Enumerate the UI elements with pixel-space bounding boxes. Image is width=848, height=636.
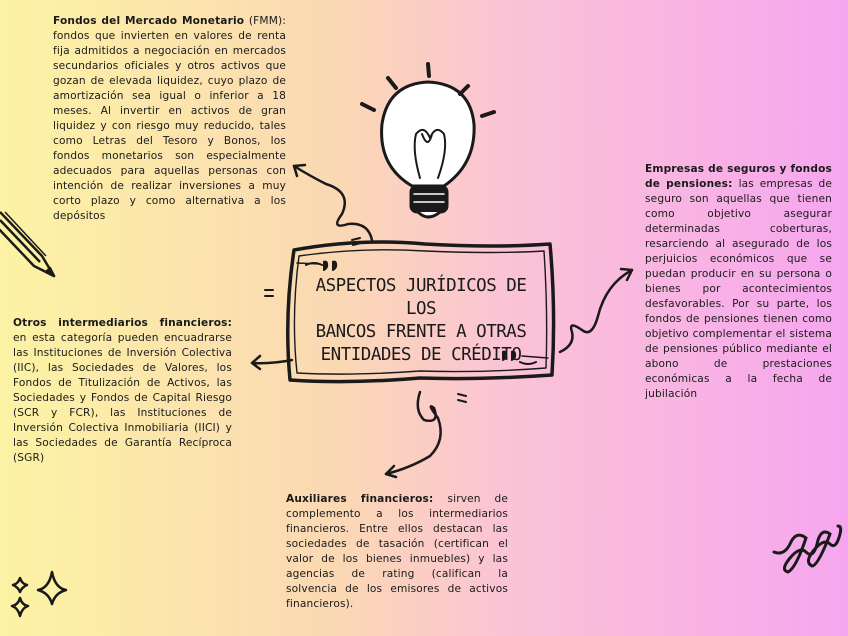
aux-title: Auxiliares financieros:: [286, 493, 448, 505]
empresas-title: Empresas de seguros y fondos de pensiones:: [645, 163, 832, 190]
center-title-line-2: BANCOS FRENTE A OTRAS: [315, 322, 527, 342]
center-title: [300, 275, 542, 367]
empresas-seguros-node: [645, 162, 832, 402]
lightbulb-icon: [362, 64, 494, 217]
sparkle-icon: [12, 572, 66, 616]
empresas-body: las empresas de seguro son aquellas que tienen como objetivo asegurar determinadas coberturas, resarciendo al asegurado de los perjuicios económicos que se puedan producir en su persona o bienes por acontecimientos desfavorables. Por su parte, los fondos de pensiones tienen como objetivo complementar el sistema de pensiones público mediante el abono de prestaciones económicas a la fecha de jubilación: [645, 178, 832, 400]
squiggle-icon: [774, 526, 841, 572]
auxiliares-financieros-node: [286, 492, 508, 612]
otros-title: Otros intermediarios financieros:: [13, 317, 232, 329]
fondos-mercado-monetario-node: [53, 14, 286, 224]
center-title-line-1: ASPECTOS JURÍDICOS DE LOS: [315, 276, 527, 319]
aux-body: sirven de complemento a los intermediarios financieros. Entre ellos destacan las sociedades de tasación (certifican el valor de los bienes inmuebles) y las agencias de rating (califican la solvencia de los emisores de activos financieros).: [286, 493, 508, 610]
center-title-line-3: ENTIDADES DE CRÉDITO: [320, 345, 522, 365]
fmm-body: (FMM): fondos que invierten en valores de renta fija admitidos a negociación en mercados secundarios oficiales y otros activos que gozan de elevada liquidez, cuyo plazo de amortización sea igual o inferior a 18 meses. Al invertir en activos de gran liquidez y con riesgo muy reducido, tales como Letras del Tesoro y Bonos, los fondos monetarios son especialmente adecuados para aquellas personas con intención de realizar inversiones a muy corto plazo y como alternativa a los depósitos: [53, 15, 286, 222]
pencil-icon: [0, 212, 54, 276]
otros-intermediarios-node: [13, 316, 232, 466]
otros-body: en esta categoría pueden encuadrarse las Instituciones de Inversión Colectiva (IIC), las Sociedades de Valores, los Fondos de Titulización de Activos, las Sociedades y Fondos de Capital Riesgo (SCR y FCR), las Instituciones de Inversión Colectiva Inmobiliaria (IICI) y las Sociedades de Garantía Recíproca (SGR): [13, 332, 232, 464]
fmm-title: Fondos del Mercado Monetario: [53, 15, 249, 27]
